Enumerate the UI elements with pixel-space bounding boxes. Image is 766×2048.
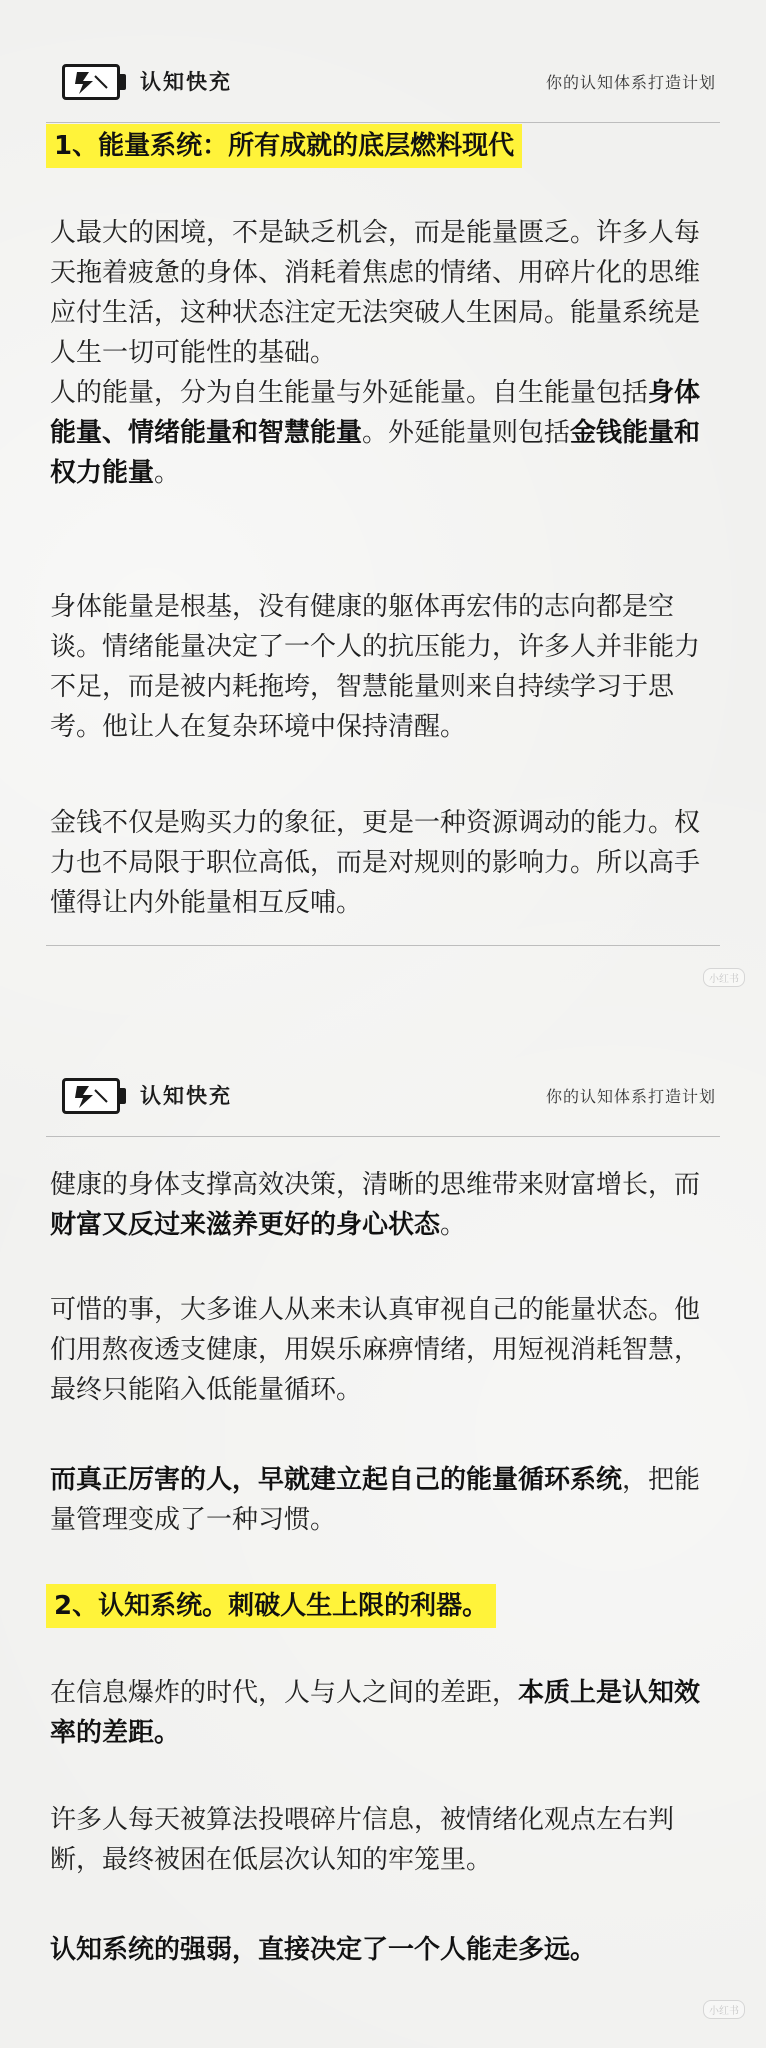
watermark-badge: 小红书 [703, 2000, 745, 2019]
paragraph [50, 1460, 720, 1540]
battery-tip-icon [120, 1088, 126, 1104]
paragraph: 可惜的事，大多谁人从来未认真审视自己的能量状态。他们用熬夜透支健康，用娱乐麻痹情绪，用短视消耗智慧，最终只能陷入低能量循环。 [50, 1295, 701, 1405]
battery-tip-icon [120, 74, 126, 90]
paragraph: 人最大的困境，不是缺乏机会，而是能量匮乏。许多人每天拖着疲惫的身体、消耗着焦虑的情绪、用碎片化的思维应付生活，这种状态注定无法突破人生困局。能量系统是人生一切可能性的基础。 [50, 218, 701, 368]
paragraph [50, 1165, 720, 1245]
paragraph: 身体能量是根基，没有健康的躯体再宏伟的志向都是空谈。情绪能量决定了一个人的抗压能力，许多人并非能力不足，而是被内耗拖垮，智慧能量则来自持续学习于思考。他让人在复杂环境中保持清醒。 [50, 592, 701, 742]
battery-logo-icon [62, 64, 120, 100]
page-header-1 [62, 50, 716, 110]
paragraph: 金钱不仅是购买力的象征，更是一种资源调动的能力。权力也不局限于职位高低，而是对规则的影响力。所以高手懂得让内外能量相互反哺。 [50, 808, 701, 918]
paragraph [50, 1673, 720, 1753]
watermark-badge: 小红书 [703, 968, 745, 987]
paragraph [50, 373, 720, 493]
text-run: 健康的身体支撑高效决策，清晰的思维带来财富增长，而 [50, 1170, 701, 1200]
battery-logo-icon [62, 1078, 120, 1114]
paragraph: 许多人每天被算法投喂碎片信息，被情绪化观点左右判断，最终被困在低层次认知的牢笼里。 [50, 1805, 675, 1875]
tagline: 你的认知体系打造计划 [545, 73, 716, 92]
bold-text: 而真正厉害的人，早就建立起自己的能量循环系统 [50, 1465, 623, 1495]
page-header-2 [62, 1064, 716, 1124]
header-divider [46, 1136, 720, 1137]
brand-name: 认知快充 [140, 69, 232, 94]
text-run: 。 [154, 458, 181, 488]
bold-text: 本质上是认知效率的差距。 [50, 1678, 701, 1748]
text-run: 人的能量，分为自生能量与外延能量。自生能量包括 [50, 378, 649, 408]
header-divider [46, 122, 720, 123]
bold-text: 认知系统的强弱，直接决定了一个人能走多远。 [50, 1935, 597, 1965]
page-divider [46, 945, 720, 946]
text-run: 。外延能量则包括 [362, 418, 571, 448]
text-run: ，把能量管理变成了一种习惯。 [50, 1465, 701, 1535]
brand-name: 认知快充 [140, 1083, 232, 1108]
paragraph [50, 1930, 720, 1970]
bold-text: 身体能量、情绪能量和智慧能量 [50, 378, 701, 448]
text-run: 。 [440, 1210, 467, 1240]
text-run: 在信息爆炸的时代，人与人之间的差距， [50, 1678, 519, 1708]
tagline: 你的认知体系打造计划 [545, 1087, 716, 1106]
bold-text: 财富又反过来滋养更好的身心状态 [50, 1210, 441, 1240]
section-heading-cognition: 2、认知系统。刺破人生上限的利器。 [46, 1584, 496, 1628]
bold-text: 金钱能量和权力能量 [50, 418, 701, 488]
section-heading-energy: 1、能量系统：所有成就的底层燃料现代 [46, 124, 522, 168]
